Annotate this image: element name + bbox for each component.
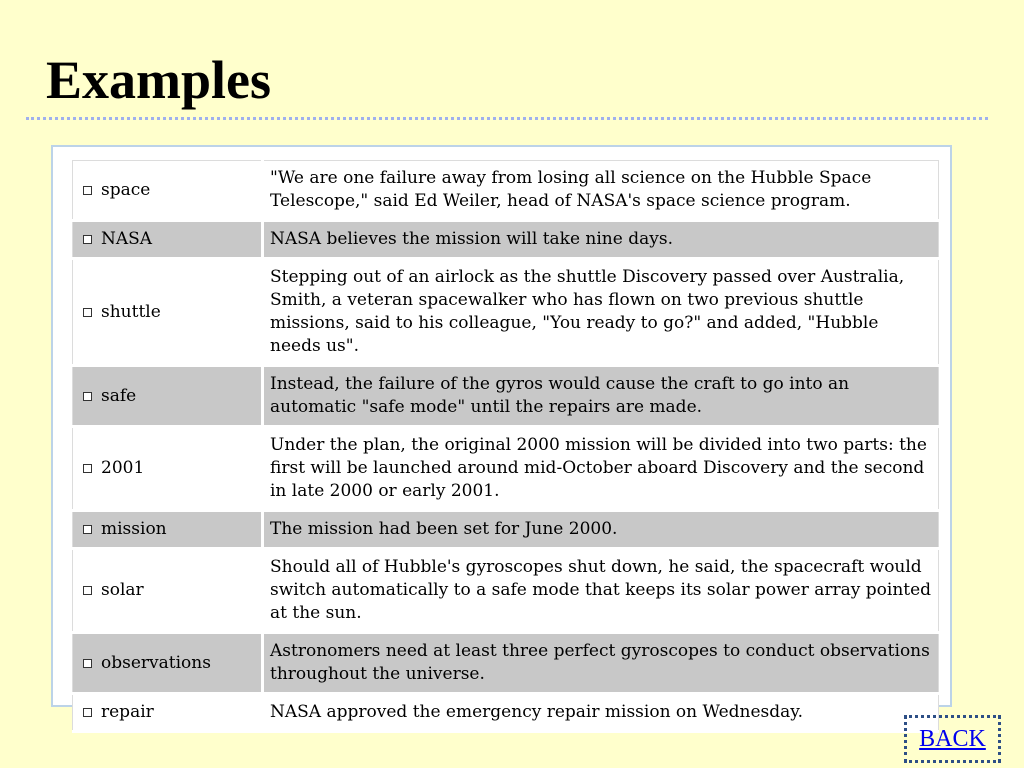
table-row <box>73 221 939 259</box>
example-sentence: Instead, the failure of the gyros would cause the craft to go into an automatic "safe mode" until the repairs are made. <box>263 366 939 427</box>
keyword-wrap <box>83 579 261 602</box>
keyword-checkbox[interactable] <box>83 308 92 317</box>
example-sentence: Astronomers need at least three perfect gyroscopes to conduct observations throughout the universe. <box>263 633 939 694</box>
keyword-cell <box>73 633 263 694</box>
keyword-cell <box>73 694 263 732</box>
keyword-checkbox[interactable] <box>83 659 92 668</box>
keyword-label: safe <box>101 385 137 406</box>
keyword-wrap <box>83 457 261 480</box>
keyword-cell <box>73 427 263 511</box>
keyword-checkbox[interactable] <box>83 464 92 473</box>
title-divider <box>26 117 988 120</box>
keyword-label: repair <box>101 702 154 722</box>
keyword-label: observations <box>101 652 211 673</box>
keyword-checkbox[interactable] <box>83 186 92 195</box>
keyword-checkbox[interactable] <box>83 586 92 595</box>
keyword-wrap <box>83 385 261 408</box>
keyword-cell <box>73 161 263 221</box>
keyword-label: mission <box>101 519 167 539</box>
keyword-wrap <box>83 301 261 324</box>
examples-table <box>72 160 939 733</box>
keyword-cell <box>73 366 263 427</box>
keyword-wrap <box>83 179 261 202</box>
example-sentence: Under the plan, the original 2000 mission will be divided into two parts: the first will be launched around mid-October aboard Discovery and the second in late 2000 or early 2001. <box>263 427 939 511</box>
keyword-cell <box>73 549 263 633</box>
keyword-checkbox[interactable] <box>83 235 92 244</box>
keyword-wrap <box>83 652 261 675</box>
example-sentence: NASA approved the emergency repair mission on Wednesday. <box>263 694 939 732</box>
keyword-label: 2001 <box>101 458 145 478</box>
back-button-frame <box>904 715 1001 763</box>
keyword-cell <box>73 511 263 549</box>
keyword-label: shuttle <box>101 301 161 322</box>
examples-table-body <box>73 161 939 732</box>
keyword-wrap <box>83 228 261 251</box>
table-row <box>73 511 939 549</box>
keyword-checkbox[interactable] <box>83 392 92 401</box>
keyword-checkbox[interactable] <box>83 708 92 717</box>
keyword-wrap <box>83 518 261 541</box>
example-sentence: Stepping out of an airlock as the shuttle Discovery passed over Australia, Smith, a veteran spacewalker who has flown on two previous shuttle missions, said to his colleague, "You ready to go?" and added, "Hubble needs us". <box>263 259 939 366</box>
table-row <box>73 633 939 694</box>
table-row <box>73 549 939 633</box>
example-sentence: NASA believes the mission will take nine days. <box>263 221 939 259</box>
keyword-wrap <box>83 701 261 724</box>
table-row <box>73 694 939 732</box>
keyword-label: solar <box>101 580 144 600</box>
keyword-label: NASA <box>101 229 153 249</box>
table-row <box>73 259 939 366</box>
table-row <box>73 427 939 511</box>
example-sentence: The mission had been set for June 2000. <box>263 511 939 549</box>
keyword-cell <box>73 221 263 259</box>
table-row <box>73 366 939 427</box>
page-title: Examples <box>46 50 272 110</box>
example-sentence: Should all of Hubble's gyroscopes shut down, he said, the spacecraft would switch automatically to a safe mode that keeps its solar power array pointed at the sun. <box>263 549 939 633</box>
table-row <box>73 161 939 221</box>
back-link[interactable]: BACK <box>919 725 986 752</box>
example-sentence: "We are one failure away from losing all science on the Hubble Space Telescope," said Ed Weiler, head of NASA's space science program. <box>263 161 939 221</box>
keyword-cell <box>73 259 263 366</box>
examples-panel <box>51 145 952 722</box>
keyword-label: space <box>101 179 151 200</box>
keyword-checkbox[interactable] <box>83 525 92 534</box>
